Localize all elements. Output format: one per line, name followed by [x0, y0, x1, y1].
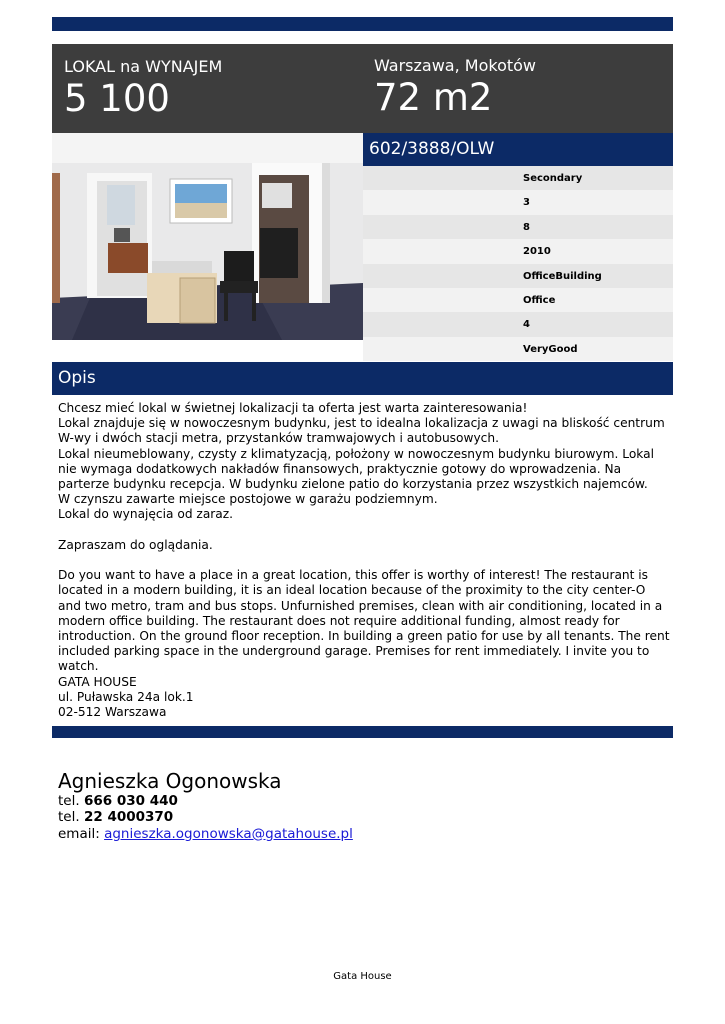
description-line: Zapraszam do oglądania. [58, 537, 213, 552]
param-row [363, 337, 673, 361]
location: Warszawa, Mokotów [374, 56, 537, 75]
offer-type: LOKAL na WYNAJEM [64, 57, 223, 76]
param-value: 4 [523, 319, 530, 331]
param-row [363, 215, 673, 239]
listing-header [52, 44, 673, 133]
agent-name: Agnieszka Ogonowska [58, 769, 282, 793]
param-value: VeryGood [523, 343, 578, 355]
description-title: Opis [58, 368, 96, 388]
property-photo [52, 133, 363, 340]
footer-text: Gata House [333, 971, 392, 982]
description-line: 02-512 Warszawa [58, 705, 167, 720]
phone-1[interactable]: 666 030 440 [83, 793, 178, 809]
description-line: Chcesz mieć lokal w świetnej lokalizacji ta oferta jest warta zainteresowania! [58, 401, 528, 415]
price: 5 100 [64, 77, 170, 120]
description-line: ul. Puławska 24a lok.1 [58, 689, 194, 704]
phone-line-2 [58, 809, 353, 825]
params-table [363, 166, 673, 361]
param-row [363, 312, 673, 336]
param-value: Office [523, 294, 556, 306]
param-row [363, 166, 673, 190]
param-value: Secondary [523, 173, 583, 184]
description-line: Lokal znajduje się w nowoczesnym budynku, jest to idealna lokalizacja z uwagi na bliskość centrum W-wy i dwóch stacji metra, przystanków tramwajowych i autobusowych. [58, 416, 665, 446]
email-link[interactable]: agnieszka.ogonowska@gatahouse.pl [104, 825, 353, 842]
description-line: Do you want to have a place in a great location, this offer is worthy of interest! The restaurant is located in a modern building, it is an ideal location because of the proximity to the city center-O and two metro, tram and bus stops. Unfurnished premises, clean with air conditioning, located in a modern office building. The restaurant does not require additional funding, almost ready for introduction. On the ground floor reception. In building a green patio for use by all tenants. The rent included parking space in the underground garage. Premises for rent immediately. I invite you to watch. [58, 568, 670, 674]
area: 72 m2 [374, 76, 493, 119]
description-body [58, 401, 670, 720]
description-line: Lokal do wynajęcia od zaraz. [58, 507, 234, 522]
description-line: Lokal nieumeblowany, czysty z klimatyzacją, położony w nowoczesnym budynku biurowym. Lokal nie wymaga dodatkowych nakładów finansowych, praktycznie gotowy do wprowadzenia. Na parterze budynku recepcja. W budynku zielone patio do korzystania przez wszystkich najemców. [58, 446, 654, 492]
param-row [363, 264, 673, 288]
description-line: W czynszu zawarte miejsce postojowe w garażu podziemnym. [58, 492, 438, 507]
param-value: 2010 [523, 246, 551, 258]
param-value: OfficeBuilding [523, 270, 602, 282]
description-blank [58, 523, 670, 538]
email-label: email: [58, 825, 100, 842]
reference-number: 602/3888/OLW [369, 139, 495, 159]
header-left [64, 57, 222, 121]
tel-label: tel. [58, 793, 80, 809]
phone-line-1 [58, 793, 353, 809]
param-row [363, 239, 673, 263]
office-interior-image [52, 133, 363, 340]
param-row [363, 288, 673, 312]
param-row [363, 190, 673, 214]
header-right [374, 56, 536, 120]
bottom-accent-bar [52, 726, 673, 738]
agent-contact [58, 769, 353, 842]
description-blank [58, 553, 670, 568]
reference-bar [363, 133, 673, 166]
param-value: 3 [523, 197, 530, 209]
description-line: GATA HOUSE [58, 674, 137, 689]
param-value: 8 [523, 221, 530, 233]
description-header [52, 362, 673, 395]
phone-2[interactable]: 22 4000370 [83, 809, 174, 826]
tel-label: tel. [58, 809, 80, 826]
top-accent-bar [52, 17, 673, 31]
email-line [58, 826, 353, 842]
